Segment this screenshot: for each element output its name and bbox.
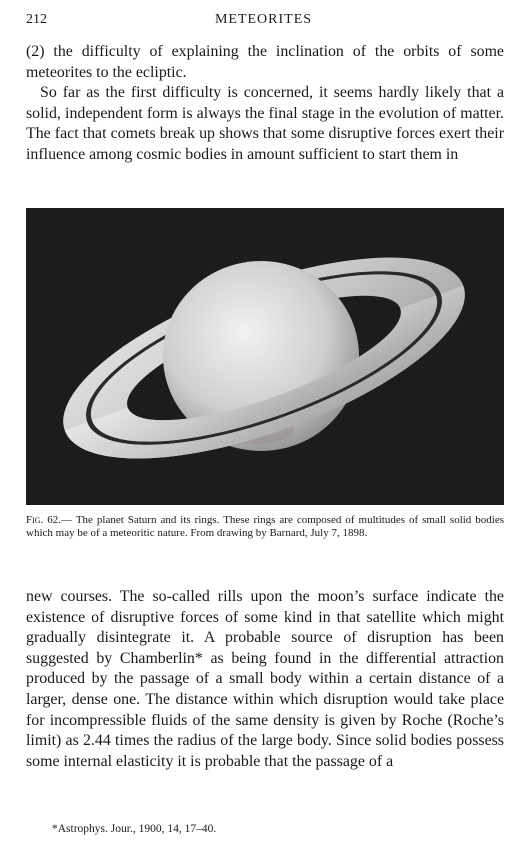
figure-label: Fig. 62. (26, 514, 62, 526)
running-title: METEORITES (214, 12, 313, 27)
paragraph-difficulty: (2) the difficulty of explaining the inclination of the orbits of some meteorites to the ecliptic. (26, 43, 504, 81)
saturn-figure (26, 208, 504, 505)
caption-text: — The planet Saturn and its rings. These rings are composed of multitudes of small solid bodies which may be of a meteoritic nature. From drawing by Barnard, July 7, 1898. (26, 514, 504, 540)
bottom-text-block (26, 587, 504, 772)
page-header (26, 12, 501, 32)
saturn-illustration (26, 208, 504, 505)
footnote: *Astrophys. Jour., 1900, 14, 17–40. (52, 823, 217, 835)
top-text-block (26, 42, 504, 166)
figure-caption (26, 514, 504, 541)
paragraph-new-courses: new courses. The so-called rills upon the moon’s surface indicate the existence of disruptive forces of some kind in that satellite which might gradually disintegrate it. A probable source of disruption has been suggested by Chamberlin* as being found in the differential attraction produced by the passage of a small body within a certain distance of a larger, dense one. The distance within which disruption would take place for incompressible fluids of the same density is given by Roche (Roche’s limit) as 2.44 times the radius of the large body. Since solid bodies possess some internal elasticity it is probable that the passage of a (26, 588, 504, 770)
page-number: 212 (26, 12, 47, 27)
paragraph-first-difficulty: So far as the first difficulty is concerned, it seems hardly likely that a solid, independent form is always the final stage in the evolution of matter. The fact that comets break up shows that some disruptive forces exert their influence among cosmic bodies in amount sufficient to start them in (26, 84, 504, 163)
